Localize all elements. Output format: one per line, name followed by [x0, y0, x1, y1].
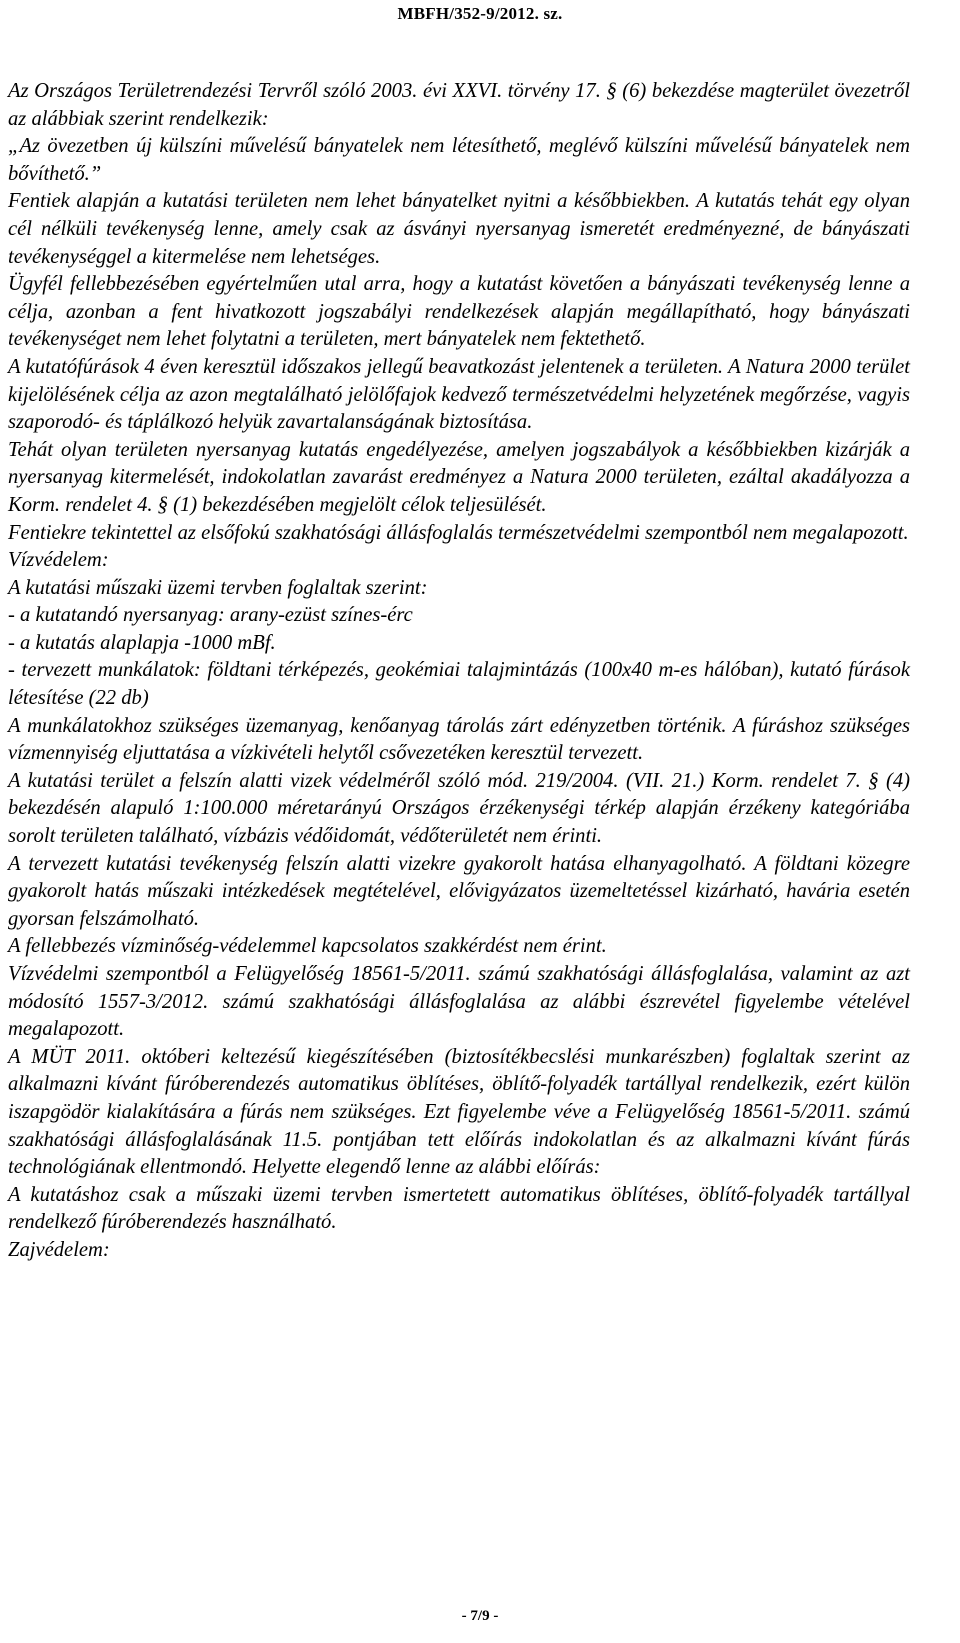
list-item-raw-material: - a kutatandó nyersanyag: arany-ezüst színes-érc — [8, 604, 413, 627]
paragraph-drilling-requirement: A kutatáshoz csak a műszaki üzemi tervben ismertetett automatikus öblítéses, öblítő-folyadék tartállyal rendelkező fúróberendezés használható. — [8, 1183, 910, 1234]
paragraph-nature-conclusion: Fentiekre tekintettel az elsőfokú szakhatósági állásfoglalás természetvédelmi szempontból nem megalapozott. — [8, 521, 909, 544]
paragraph-exploration-disturbance: Tehát olyan területen nyersanyag kutatás engedélyezése, amelyen jogszabályok a későbbiekben kizárják a nyersanyag kitermelését, indokolatlan zavarást eredményez a Natura 2000 területen, ezáltal akadályozza a Korm. rendelet 4. § (1) bekezdésében megjelölt célok teljesülését. — [8, 438, 910, 516]
list-item-base-level: - a kutatás alaplapja -1000 mBf. — [8, 631, 276, 654]
paragraph-law-reference: Az Országos Területrendezési Tervről szóló 2003. évi XXVI. törvény 17. § (6) bekezdése magterület övezetről az alábbiak szerint rendelkezik: — [8, 80, 910, 130]
section-heading-water-protection: Vízvédelem: — [8, 549, 109, 572]
paragraph-water-conclusion: Vízvédelmi szempontból a Felügyelőség 18561-5/2011. számú szakhatósági állásfoglalása, valamint az azt módosító 1557-3/2012. számú szakhatósági állásfoglalása az alábbi észrevétel figyelembe vételével megalapozott. — [8, 963, 910, 1041]
paragraph-mut-supplement: A MÜT 2011. októberi keltezésű kiegészítésében (biztosítékbecslési munkarészben) foglaltak szerint az alkalmazni kívánt fúróberendezés automatikus öblítéses, öblítő-folyadék tartállyal rendelkezik, ezért külön iszapgödör kialakítására a fúrás nem szükséges. Ezt figyelembe véve a Felügyelőség 18561-5/2011. számú szakhatósági állásfoglalásának 11.5. pontjában tett előírás indokolatlan és az alkalmazni kívánt fúrás technológiának ellentmondó. Helyette elegendő lenne az alábbi előírás: — [8, 1045, 910, 1179]
document-reference-header: MBFH/352-9/2012. sz. — [397, 4, 563, 23]
paragraph-water-quality: A fellebbezés vízminőség-védelemmel kapcsolatos szakkérdést nem érint. — [8, 935, 607, 958]
list-item-planned-works: - tervezett munkálatok: földtani térképezés, geokémiai talajmintázás (100x40 m-es hálóban), kutató fúrások létesítése (22 db) — [8, 659, 910, 710]
paragraph-appeal-intent: Ügyfél fellebbezésében egyértelműen utal arra, hogy a kutatást követően a bányászati tevékenység lenne a célja, azonban a fent hivatkozott jogszabályi rendelkezések alapján megállapítható, hogy bányászati tevékenységet nem lehet folytatni a területen, mert bányatelek nem fektethető. — [8, 273, 910, 351]
paragraph-sensitivity-map: A kutatási terület a felszín alatti vizek védelméről szóló mód. 219/2004. (VII. 21.) Korm. rendelet 7. § (4) bekezdésén alapuló 1:100.000 méretarányú Országos érzékenységi térkép alapján érzékeny kategóriába sorolt területen található, vízbázis védőidomát, védőterületét nem érinti. — [8, 769, 910, 848]
paragraph-no-mining-plot: Fentiek alapján a kutatási területen nem lehet bányatelket nyitni a későbbiekben. A kutatás tehát egy olyan cél nélküli tevékenység lenne, amely csak az ásványi nyersanyag ismeretét eredményezné, de bányászati tevékenységgel a kitermelése nem lehetséges. — [8, 190, 910, 268]
page-number: - 7/9 - — [461, 1608, 499, 1624]
paragraph-technical-plan-intro: A kutatási műszaki üzemi tervben foglaltak szerint: — [8, 576, 428, 599]
paragraph-law-quote: „Az övezetben új külszíni művelésű bányatelek nem létesíthető, meglévő külszíni művelésű bányatelek nem bővíthető.” — [8, 135, 910, 185]
document-body — [8, 78, 910, 1265]
paragraph-fuel-storage: A munkálatokhoz szükséges üzemanyag, kenőanyag tárolás zárt edényzetben történik. A fúráshoz szükséges vízmennyiség eljuttatása a vízkivételi helytől csővezetéken keresztül tervezett. — [8, 714, 910, 765]
paragraph-groundwater-impact: A tervezett kutatási tevékenység felszín alatti vizekre gyakorolt hatása elhanyagolható. A földtani közegre gyakorolt hatás műszaki intézkedések megtételével, elővigyázatos üzemeltetéssel kizárható, havária esetén gyorsan felszámolható. — [8, 852, 910, 930]
section-heading-noise-protection: Zajvédelem: — [8, 1238, 110, 1261]
paragraph-natura-2000-purpose: A kutatófúrások 4 éven keresztül időszakos jellegű beavatkozást jelentenek a területen. A Natura 2000 terület kijelölésének célja az azon megtalálható jelölőfajok kedvező természetvédelmi helyzetének megőrzése, vagyis szaporodó- és táplálkozó helyük zavartalanságának biztosítása. — [8, 355, 910, 434]
